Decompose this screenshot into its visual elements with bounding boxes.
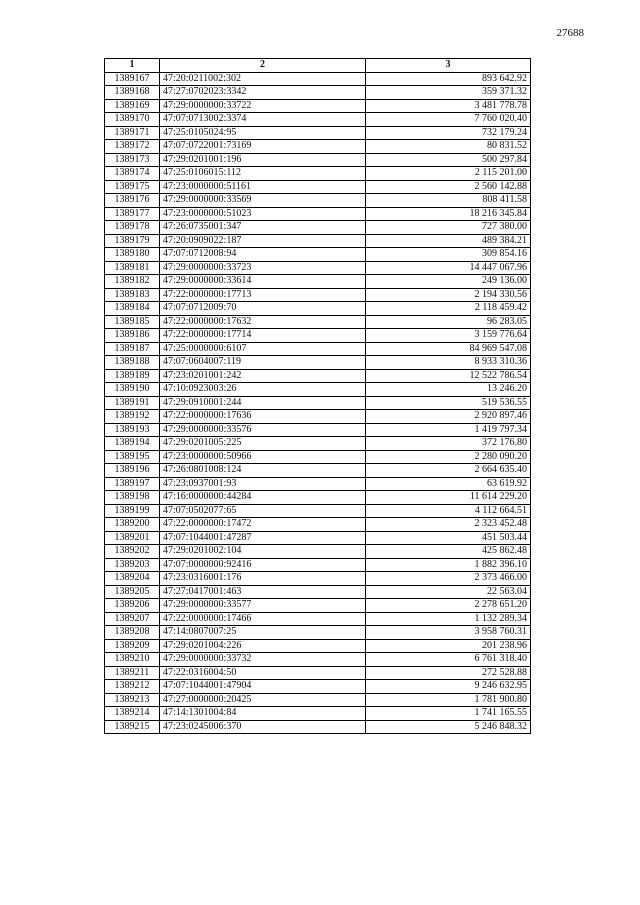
value-cell: 732 179.24 [366, 126, 531, 140]
cadastral-number-cell: 47:29:0000000:33577 [160, 599, 366, 613]
value-cell: 489 384.21 [366, 234, 531, 248]
table-row [105, 329, 531, 343]
table-row [105, 639, 531, 653]
row-number-cell: 1389189 [105, 369, 160, 383]
cadastral-number-cell: 47:27:0417001:463 [160, 585, 366, 599]
value-cell: 2 373 466.00 [366, 572, 531, 586]
value-cell: 2 664 635.40 [366, 464, 531, 478]
value-cell: 22 563.04 [366, 585, 531, 599]
row-number-cell: 1389191 [105, 396, 160, 410]
row-number-cell: 1389168 [105, 86, 160, 100]
table-row [105, 396, 531, 410]
row-number-cell: 1389194 [105, 437, 160, 451]
value-cell: 309 854.16 [366, 248, 531, 262]
row-number-cell: 1389173 [105, 153, 160, 167]
value-cell: 1 741 165.55 [366, 707, 531, 721]
table-row [105, 72, 531, 86]
table-row [105, 410, 531, 424]
value-cell: 500 297.84 [366, 153, 531, 167]
cadastral-number-cell: 47:22:0000000:17466 [160, 612, 366, 626]
cadastral-number-cell: 47:07:0712008:94 [160, 248, 366, 262]
data-table [104, 58, 531, 734]
row-number-cell: 1389171 [105, 126, 160, 140]
row-number-cell: 1389169 [105, 99, 160, 113]
table-row [105, 180, 531, 194]
table-row [105, 207, 531, 221]
cadastral-number-cell: 47:22:0000000:17636 [160, 410, 366, 424]
cadastral-number-cell: 47:25:0106015:112 [160, 167, 366, 181]
table-row [105, 194, 531, 208]
cadastral-number-cell: 47:29:0000000:33614 [160, 275, 366, 289]
cadastral-number-cell: 47:10:0923003:26 [160, 383, 366, 397]
table-row [105, 612, 531, 626]
table-row [105, 167, 531, 181]
row-number-cell: 1389212 [105, 680, 160, 694]
table-row [105, 680, 531, 694]
value-cell: 6 761 318.40 [366, 653, 531, 667]
row-number-cell: 1389211 [105, 666, 160, 680]
table-row [105, 491, 531, 505]
table-row [105, 599, 531, 613]
row-number-cell: 1389201 [105, 531, 160, 545]
row-number-cell: 1389180 [105, 248, 160, 262]
table-body [105, 72, 531, 734]
value-cell: 3 958 760.31 [366, 626, 531, 640]
cadastral-number-cell: 47:29:0201001:196 [160, 153, 366, 167]
table-row [105, 86, 531, 100]
cadastral-number-cell: 47:23:0937001:93 [160, 477, 366, 491]
row-number-cell: 1389181 [105, 261, 160, 275]
page-number: 27688 [556, 27, 584, 39]
value-cell: 451 503.44 [366, 531, 531, 545]
table-row [105, 585, 531, 599]
row-number-cell: 1389208 [105, 626, 160, 640]
value-cell: 9 246 632.95 [366, 680, 531, 694]
value-cell: 519 536.55 [366, 396, 531, 410]
value-cell: 372 176.80 [366, 437, 531, 451]
table-row [105, 437, 531, 451]
value-cell: 1 882 396.10 [366, 558, 531, 572]
row-number-cell: 1389200 [105, 518, 160, 532]
table-row [105, 707, 531, 721]
row-number-cell: 1389190 [105, 383, 160, 397]
table-row [105, 383, 531, 397]
value-cell: 4 112 664.51 [366, 504, 531, 518]
value-cell: 359 371.32 [366, 86, 531, 100]
row-number-cell: 1389176 [105, 194, 160, 208]
table-row [105, 302, 531, 316]
value-cell: 3 159 776.64 [366, 329, 531, 343]
row-number-cell: 1389167 [105, 72, 160, 86]
table-row [105, 626, 531, 640]
table-row [105, 545, 531, 559]
row-number-cell: 1389184 [105, 302, 160, 316]
table-row [105, 693, 531, 707]
column-header-1: 1 [105, 59, 160, 73]
cadastral-number-cell: 47:29:0000000:33722 [160, 99, 366, 113]
column-header-2: 2 [160, 59, 366, 73]
value-cell: 13 246.20 [366, 383, 531, 397]
value-cell: 2 920 897.46 [366, 410, 531, 424]
table-row [105, 477, 531, 491]
table-row [105, 369, 531, 383]
row-number-cell: 1389205 [105, 585, 160, 599]
table-row [105, 221, 531, 235]
table-row [105, 518, 531, 532]
value-cell: 8 933 310.36 [366, 356, 531, 370]
row-number-cell: 1389178 [105, 221, 160, 235]
row-number-cell: 1389204 [105, 572, 160, 586]
table-row [105, 558, 531, 572]
value-cell: 2 115 201.00 [366, 167, 531, 181]
row-number-cell: 1389196 [105, 464, 160, 478]
cadastral-number-cell: 47:25:0105024:95 [160, 126, 366, 140]
value-cell: 2 278 651.20 [366, 599, 531, 613]
value-cell: 3 481 778.78 [366, 99, 531, 113]
cadastral-number-cell: 47:14:0807007:25 [160, 626, 366, 640]
cadastral-number-cell: 47:14:1301004:84 [160, 707, 366, 721]
value-cell: 2 118 459.42 [366, 302, 531, 316]
table-row [105, 275, 531, 289]
table-row [105, 572, 531, 586]
value-cell: 249 136.00 [366, 275, 531, 289]
table-row [105, 234, 531, 248]
cadastral-number-cell: 47:29:0000000:33732 [160, 653, 366, 667]
cadastral-number-cell: 47:29:0910001:244 [160, 396, 366, 410]
row-number-cell: 1389206 [105, 599, 160, 613]
cadastral-number-cell: 47:29:0201002:104 [160, 545, 366, 559]
value-cell: 5 246 848.32 [366, 720, 531, 734]
cadastral-number-cell: 47:07:1044001:47287 [160, 531, 366, 545]
cadastral-number-cell: 47:23:0000000:51161 [160, 180, 366, 194]
cadastral-number-cell: 47:07:1044001:47904 [160, 680, 366, 694]
value-cell: 2 323 452.48 [366, 518, 531, 532]
value-cell: 2 194 330.56 [366, 288, 531, 302]
cadastral-number-cell: 47:22:0000000:17714 [160, 329, 366, 343]
value-cell: 727 380.00 [366, 221, 531, 235]
value-cell: 12 522 786.54 [366, 369, 531, 383]
row-number-cell: 1389193 [105, 423, 160, 437]
row-number-cell: 1389202 [105, 545, 160, 559]
value-cell: 63 619.92 [366, 477, 531, 491]
cadastral-number-cell: 47:26:0735001:347 [160, 221, 366, 235]
value-cell: 2 560 142.88 [366, 180, 531, 194]
value-cell: 7 760 020.40 [366, 113, 531, 127]
row-number-cell: 1389175 [105, 180, 160, 194]
table-row [105, 248, 531, 262]
row-number-cell: 1389209 [105, 639, 160, 653]
value-cell: 272 528.88 [366, 666, 531, 680]
cadastral-number-cell: 47:23:0245006:370 [160, 720, 366, 734]
cadastral-number-cell: 47:27:0702023:3342 [160, 86, 366, 100]
table-row [105, 113, 531, 127]
row-number-cell: 1389183 [105, 288, 160, 302]
table-row [105, 653, 531, 667]
value-cell: 84 969 547.08 [366, 342, 531, 356]
table-row [105, 342, 531, 356]
cadastral-number-cell: 47:22:0316004:50 [160, 666, 366, 680]
cadastral-number-cell: 47:29:0000000:33569 [160, 194, 366, 208]
value-cell: 96 283.05 [366, 315, 531, 329]
cadastral-number-cell: 47:29:0201005:225 [160, 437, 366, 451]
cadastral-number-cell: 47:27:0000000:20425 [160, 693, 366, 707]
row-number-cell: 1389199 [105, 504, 160, 518]
row-number-cell: 1389198 [105, 491, 160, 505]
row-number-cell: 1389185 [105, 315, 160, 329]
table-row [105, 504, 531, 518]
value-cell: 425 862.48 [366, 545, 531, 559]
cadastral-number-cell: 47:20:0909022:187 [160, 234, 366, 248]
value-cell: 201 238.96 [366, 639, 531, 653]
cadastral-number-cell: 47:23:0000000:50966 [160, 450, 366, 464]
table-row [105, 356, 531, 370]
cadastral-number-cell: 47:23:0000000:51023 [160, 207, 366, 221]
value-cell: 2 280 090.20 [366, 450, 531, 464]
cadastral-number-cell: 47:29:0000000:33576 [160, 423, 366, 437]
row-number-cell: 1389170 [105, 113, 160, 127]
row-number-cell: 1389174 [105, 167, 160, 181]
row-number-cell: 1389214 [105, 707, 160, 721]
column-header-3: 3 [366, 59, 531, 73]
table-row [105, 315, 531, 329]
cadastral-number-cell: 47:22:0000000:17472 [160, 518, 366, 532]
cadastral-number-cell: 47:29:0000000:33723 [160, 261, 366, 275]
row-number-cell: 1389215 [105, 720, 160, 734]
table-row [105, 261, 531, 275]
table-row [105, 153, 531, 167]
table-row [105, 423, 531, 437]
row-number-cell: 1389197 [105, 477, 160, 491]
cadastral-number-cell: 47:16:0000000:44284 [160, 491, 366, 505]
table-row [105, 720, 531, 734]
row-number-cell: 1389207 [105, 612, 160, 626]
cadastral-number-cell: 47:07:0000000:92416 [160, 558, 366, 572]
value-cell: 80 831.52 [366, 140, 531, 154]
cadastral-number-cell: 47:07:0722001:73169 [160, 140, 366, 154]
table-row [105, 450, 531, 464]
value-cell: 1 419 797.34 [366, 423, 531, 437]
cadastral-number-cell: 47:07:0712009:70 [160, 302, 366, 316]
table-row [105, 126, 531, 140]
table-row [105, 99, 531, 113]
row-number-cell: 1389203 [105, 558, 160, 572]
table-row [105, 288, 531, 302]
cadastral-number-cell: 47:07:0604007:119 [160, 356, 366, 370]
row-number-cell: 1389182 [105, 275, 160, 289]
table-row [105, 140, 531, 154]
value-cell: 18 216 345.84 [366, 207, 531, 221]
value-cell: 893 642.92 [366, 72, 531, 86]
row-number-cell: 1389195 [105, 450, 160, 464]
value-cell: 808 411.58 [366, 194, 531, 208]
row-number-cell: 1389210 [105, 653, 160, 667]
row-number-cell: 1389188 [105, 356, 160, 370]
row-number-cell: 1389213 [105, 693, 160, 707]
cadastral-number-cell: 47:20:0211002:302 [160, 72, 366, 86]
cadastral-number-cell: 47:25:0000000:6107 [160, 342, 366, 356]
value-cell: 14 447 067.96 [366, 261, 531, 275]
table-row [105, 666, 531, 680]
cadastral-number-cell: 47:22:0000000:17713 [160, 288, 366, 302]
row-number-cell: 1389186 [105, 329, 160, 343]
value-cell: 1 132 289.34 [366, 612, 531, 626]
table-header-row [105, 59, 531, 73]
value-cell: 1 781 900.80 [366, 693, 531, 707]
cadastral-number-cell: 47:07:0713002:3374 [160, 113, 366, 127]
cadastral-number-cell: 47:22:0000000:17632 [160, 315, 366, 329]
row-number-cell: 1389187 [105, 342, 160, 356]
row-number-cell: 1389179 [105, 234, 160, 248]
table-row [105, 531, 531, 545]
cadastral-number-cell: 47:07:0502077:65 [160, 504, 366, 518]
row-number-cell: 1389172 [105, 140, 160, 154]
cadastral-number-cell: 47:23:0201001:242 [160, 369, 366, 383]
table-row [105, 464, 531, 478]
row-number-cell: 1389192 [105, 410, 160, 424]
cadastral-number-cell: 47:26:0801008:124 [160, 464, 366, 478]
row-number-cell: 1389177 [105, 207, 160, 221]
value-cell: 11 614 229.20 [366, 491, 531, 505]
cadastral-number-cell: 47:23:0316001:176 [160, 572, 366, 586]
cadastral-number-cell: 47:29:0201004:226 [160, 639, 366, 653]
